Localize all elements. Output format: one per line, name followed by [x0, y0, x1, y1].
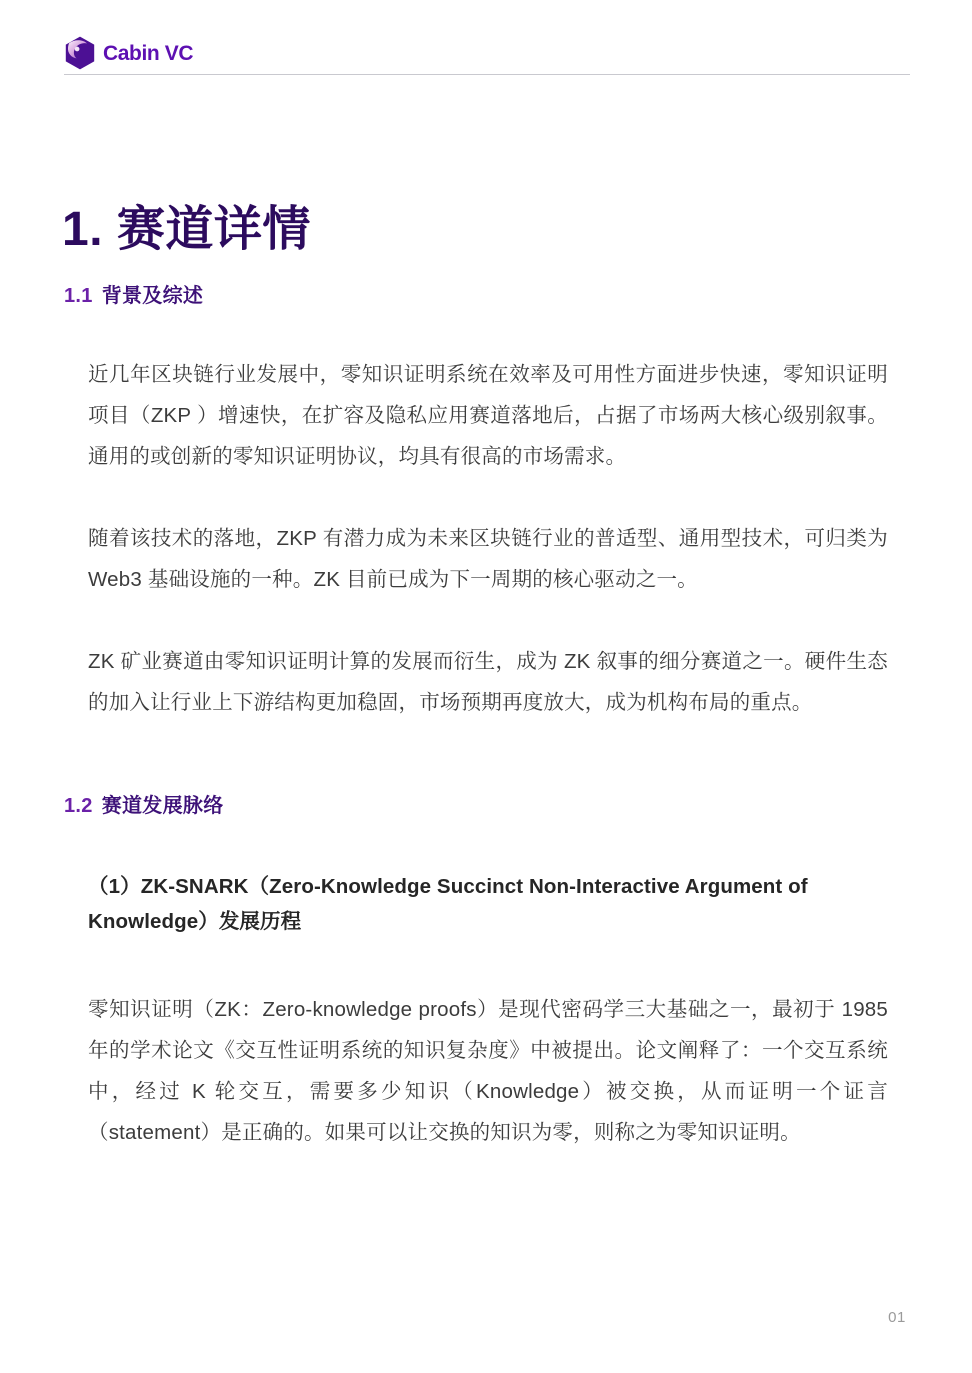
page-title: 1. 赛道详情	[62, 203, 311, 257]
section-number-1-2: 1.2	[64, 795, 93, 817]
brand-logo	[64, 36, 193, 70]
subsection-heading-zk-snark: （1）ZK-SNARK（Zero-Knowledge Succinct Non-Interactive Argument of Knowledge）发展历程	[88, 874, 808, 933]
paragraph-background-overview-3: ZK 矿业赛道由零知识证明计算的发展而衍生，成为 ZK 叙事的细分赛道之一。硬件生态的加入让行业上下游结构更加稳固，市场预期再度放大，成为机构布局的重点。	[88, 649, 888, 714]
paragraph-zk-definition: 零知识证明（ZK：Zero-knowledge proofs）是现代密码学三大基础之一，最初于 1985 年的学术论文《交互性证明系统的知识复杂度》中被提出。论文阐释了：一个交互系统中，经过 K 轮交互，需要多少知识（Knowledge）被交换，从而证明一个证言（statement）是正确的。如果可以让交换的知识为零，则称之为零知识证明。	[88, 997, 888, 1144]
section-heading-1-1	[64, 283, 203, 309]
section-heading-1-2	[64, 793, 224, 819]
brand-name: Cabin VC	[103, 41, 194, 65]
paragraph-background-overview-1: 近几年区块链行业发展中，零知识证明系统在效率及可用性方面进步快速，零知识证明项目（ZKP ）增速快，在扩容及隐私应用赛道落地后，占据了市场两大核心级别叙事。通用的或创新的零知识证明协议，均具有很高的市场需求。	[88, 362, 888, 468]
page-header	[64, 30, 910, 76]
section-title-1-2: 赛道发展脉络	[101, 795, 224, 817]
page-number: 01	[888, 1309, 906, 1326]
section-number-1-1: 1.1	[64, 285, 93, 307]
header-divider	[64, 74, 910, 75]
paragraph-background-overview-2: 随着该技术的落地，ZKP 有潜力成为未来区块链行业的普适型、通用型技术，可归类为 Web3 基础设施的一种。ZK 目前已成为下一周期的核心驱动之一。	[88, 526, 888, 591]
cabin-vc-hexagon-logo-icon	[64, 36, 96, 70]
section-title-1-1: 背景及综述	[101, 285, 204, 307]
